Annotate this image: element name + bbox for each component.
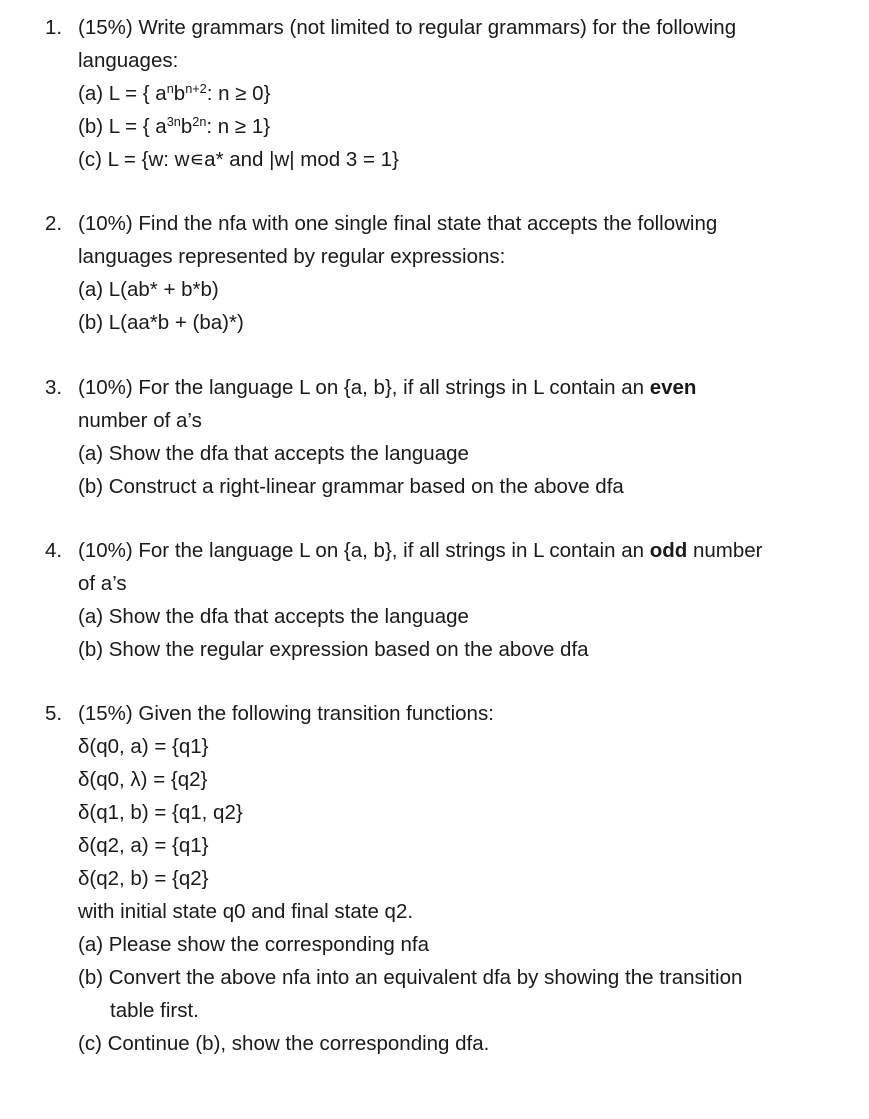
question-text: of a’s: [78, 572, 127, 595]
question-text: (15%) Write grammars (not limited to regular grammars) for the following: [78, 16, 737, 39]
sub-question-a: (a) Please show the corresponding nfa: [78, 933, 429, 956]
sub-question-a: (a) L(ab* + b*b): [78, 278, 219, 301]
sub-question-b: (b) Show the regular expression based on the above dfa: [78, 638, 589, 661]
sub-question-a: (a) Show the dfa that accepts the language: [78, 605, 469, 628]
question-text: (10%) For the language L on {a, b}, if all strings in L contain an even: [78, 376, 697, 399]
transition-function: δ(q2, b) = {q2}: [78, 867, 209, 890]
sub-question-b: (b) Construct a right-linear grammar based on the above dfa: [78, 475, 624, 498]
sub-question-b: (b) L = { $a^{3n}b^{2n}$: n ≥ 1}: [78, 114, 271, 138]
question-text: (15%) Given the following transition functions:: [78, 702, 494, 725]
transition-function: δ(q1, b) = {q1, q2}: [78, 801, 243, 824]
sub-question-c: (c) L = {w: w∊a* and |w| mod 3 = 1}: [78, 148, 399, 171]
emphasis-odd: odd: [649, 539, 688, 562]
question-text: number of a’s: [78, 409, 202, 432]
question-number: 1.: [45, 16, 63, 39]
question-text: (10%) Find the nfa with one single final state that accepts the following: [78, 212, 718, 235]
emphasis-even: even: [649, 376, 697, 399]
sub-question-b: (b) L(aa*b + (ba)*): [78, 311, 244, 334]
question-text: languages represented by regular expressions:: [78, 245, 506, 268]
question-text: with initial state q0 and final state q2.: [78, 900, 414, 923]
sub-question-a: (a) L = { $a^nb^{n+2}$: n ≥ 0}: [78, 81, 271, 105]
sub-question-c: (c) Continue (b), show the corresponding dfa.: [78, 1032, 490, 1055]
question-text: (10%) For the language L on {a, b}, if all strings in L contain an odd number: [78, 539, 763, 562]
question-number: 2.: [45, 212, 63, 235]
question-number: 3.: [45, 376, 63, 399]
question-number: 5.: [45, 702, 63, 725]
question-number: 4.: [45, 539, 63, 562]
transition-function: δ(q0, λ) = {q2}: [78, 768, 208, 791]
sub-question-b: (b) Convert the above nfa into an equivalent dfa by showing the transition: [78, 966, 743, 989]
transition-function: δ(q2, a) = {q1}: [78, 834, 209, 857]
sub-question-b-continued: table first.: [110, 999, 199, 1022]
transition-function: δ(q0, a) = {q1}: [78, 735, 209, 758]
sub-question-a: (a) Show the dfa that accepts the language: [78, 442, 469, 465]
question-text: languages:: [78, 49, 179, 72]
